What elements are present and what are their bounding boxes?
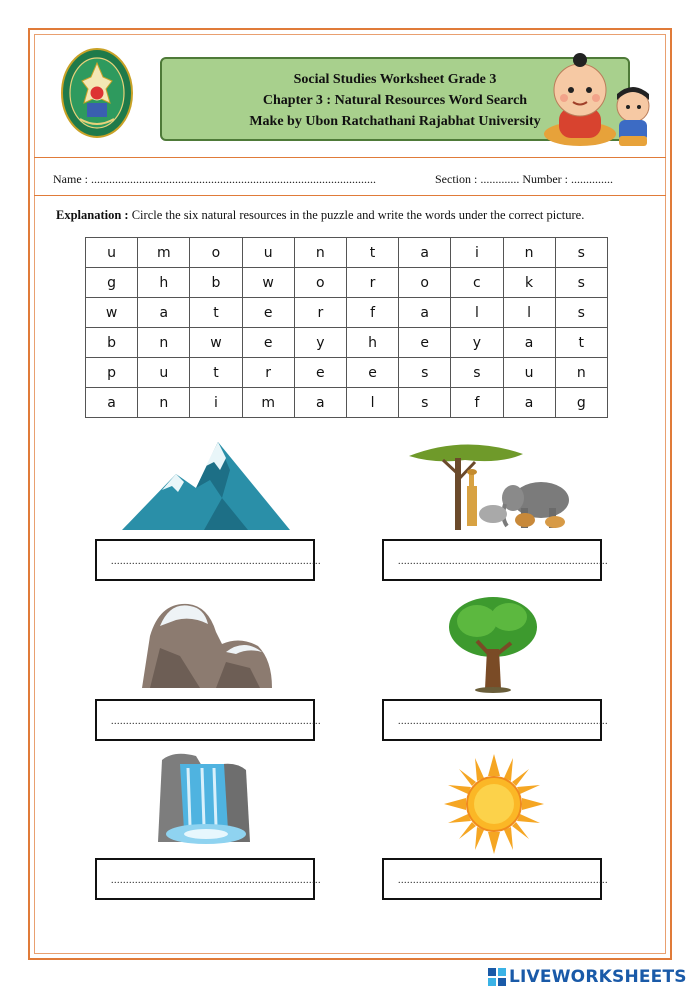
puzzle-cell[interactable]: w [86, 298, 138, 328]
puzzle-cell[interactable]: l [346, 388, 398, 418]
puzzle-cell[interactable]: r [346, 268, 398, 298]
puzzle-cell[interactable]: r [294, 298, 346, 328]
puzzle-cell[interactable]: w [242, 268, 294, 298]
liveworksheets-mark-icon [488, 968, 506, 986]
puzzle-cell[interactable]: s [399, 388, 451, 418]
puzzle-cell[interactable]: n [555, 358, 607, 388]
answer-box-animals[interactable]: ...................................................................... [382, 539, 602, 581]
word-search-grid [85, 237, 608, 418]
explanation-label: Explanation : [56, 208, 129, 222]
puzzle-cell[interactable]: h [138, 268, 190, 298]
puzzle-cell[interactable]: e [346, 358, 398, 388]
instructions [56, 208, 584, 223]
rock-icon [140, 596, 275, 694]
liveworksheets-logo[interactable] [488, 966, 687, 988]
puzzle-row [86, 328, 608, 358]
waterfall-icon [154, 750, 254, 846]
puzzle-row [86, 268, 608, 298]
tree-icon [443, 593, 543, 693]
name-field[interactable]: Name : ............................................................................................... [53, 172, 376, 186]
puzzle-cell[interactable]: a [503, 328, 555, 358]
puzzle-cell[interactable]: u [242, 238, 294, 268]
puzzle-cell[interactable]: i [190, 388, 242, 418]
explanation-text: Circle the six natural resources in the puzzle and write the words under the correct picture. [128, 208, 585, 222]
puzzle-row [86, 388, 608, 418]
university-seal-icon [60, 47, 134, 139]
puzzle-cell[interactable]: u [138, 358, 190, 388]
answer-box-rock[interactable]: ...................................................................... [95, 699, 315, 741]
puzzle-cell[interactable]: p [86, 358, 138, 388]
puzzle-cell[interactable]: l [503, 298, 555, 328]
puzzle-cell[interactable]: s [555, 298, 607, 328]
section-number-field[interactable]: Section : ............. Number : .............. [435, 172, 613, 186]
puzzle-cell[interactable]: e [399, 328, 451, 358]
puzzle-cell[interactable]: b [190, 268, 242, 298]
puzzle-cell[interactable]: s [555, 238, 607, 268]
puzzle-cell[interactable]: e [294, 358, 346, 388]
puzzle-cell[interactable]: w [190, 328, 242, 358]
puzzle-cell[interactable]: g [555, 388, 607, 418]
author-line: Make by Ubon Ratchathani Rajabhat University [249, 114, 541, 129]
puzzle-cell[interactable]: n [294, 238, 346, 268]
puzzle-cell[interactable]: u [86, 238, 138, 268]
puzzle-cell[interactable]: n [503, 238, 555, 268]
header-divider [34, 157, 666, 158]
answer-box-sun[interactable]: ...................................................................... [382, 858, 602, 900]
puzzle-cell[interactable]: y [451, 328, 503, 358]
sun-icon [444, 754, 544, 854]
puzzle-cell[interactable]: c [451, 268, 503, 298]
puzzle-cell[interactable]: t [346, 238, 398, 268]
mountain-icon [118, 440, 293, 532]
puzzle-cell[interactable]: h [346, 328, 398, 358]
puzzle-cell[interactable]: i [451, 238, 503, 268]
puzzle-cell[interactable]: a [399, 238, 451, 268]
puzzle-row [86, 238, 608, 268]
answer-box-waterfall[interactable]: ...................................................................... [95, 858, 315, 900]
puzzle-cell[interactable]: s [555, 268, 607, 298]
student-info-line [53, 172, 613, 187]
liveworksheets-text: LIVEWORKSHEETS [509, 967, 687, 987]
puzzle-row [86, 298, 608, 328]
puzzle-cell[interactable]: k [503, 268, 555, 298]
chapter-title: Chapter 3 : Natural Resources Word Search [262, 93, 528, 108]
answer-box-mountain[interactable]: ...................................................................... [95, 539, 315, 581]
puzzle-cell[interactable]: a [294, 388, 346, 418]
puzzle-cell[interactable]: s [399, 358, 451, 388]
puzzle-cell[interactable]: t [190, 358, 242, 388]
puzzle-cell[interactable]: o [294, 268, 346, 298]
puzzle-cell[interactable]: t [555, 328, 607, 358]
puzzle-cell[interactable]: o [399, 268, 451, 298]
puzzle-cell[interactable]: y [294, 328, 346, 358]
puzzle-cell[interactable]: l [451, 298, 503, 328]
puzzle-cell[interactable]: m [242, 388, 294, 418]
puzzle-cell[interactable]: t [190, 298, 242, 328]
puzzle-cell[interactable]: o [190, 238, 242, 268]
puzzle-cell[interactable]: a [86, 388, 138, 418]
puzzle-cell[interactable]: f [451, 388, 503, 418]
puzzle-cell[interactable]: g [86, 268, 138, 298]
puzzle-cell[interactable]: u [503, 358, 555, 388]
puzzle-cell[interactable]: f [346, 298, 398, 328]
puzzle-cell[interactable]: s [451, 358, 503, 388]
puzzle-cell[interactable]: a [399, 298, 451, 328]
answer-box-tree[interactable]: ...................................................................... [382, 699, 602, 741]
puzzle-cell[interactable]: e [242, 328, 294, 358]
puzzle-row [86, 358, 608, 388]
puzzle-cell[interactable]: b [86, 328, 138, 358]
worksheet-title: Social Studies Worksheet Grade 3 [293, 72, 497, 87]
puzzle-cell[interactable]: m [138, 238, 190, 268]
animals-icon [405, 434, 577, 532]
puzzle-cell[interactable]: e [242, 298, 294, 328]
name-divider [34, 195, 666, 196]
puzzle-cell[interactable]: a [138, 298, 190, 328]
puzzle-cell[interactable]: n [138, 328, 190, 358]
puzzle-cell[interactable]: a [503, 388, 555, 418]
kids-cartoon-icon [535, 50, 660, 150]
puzzle-cell[interactable]: n [138, 388, 190, 418]
puzzle-cell[interactable]: r [242, 358, 294, 388]
